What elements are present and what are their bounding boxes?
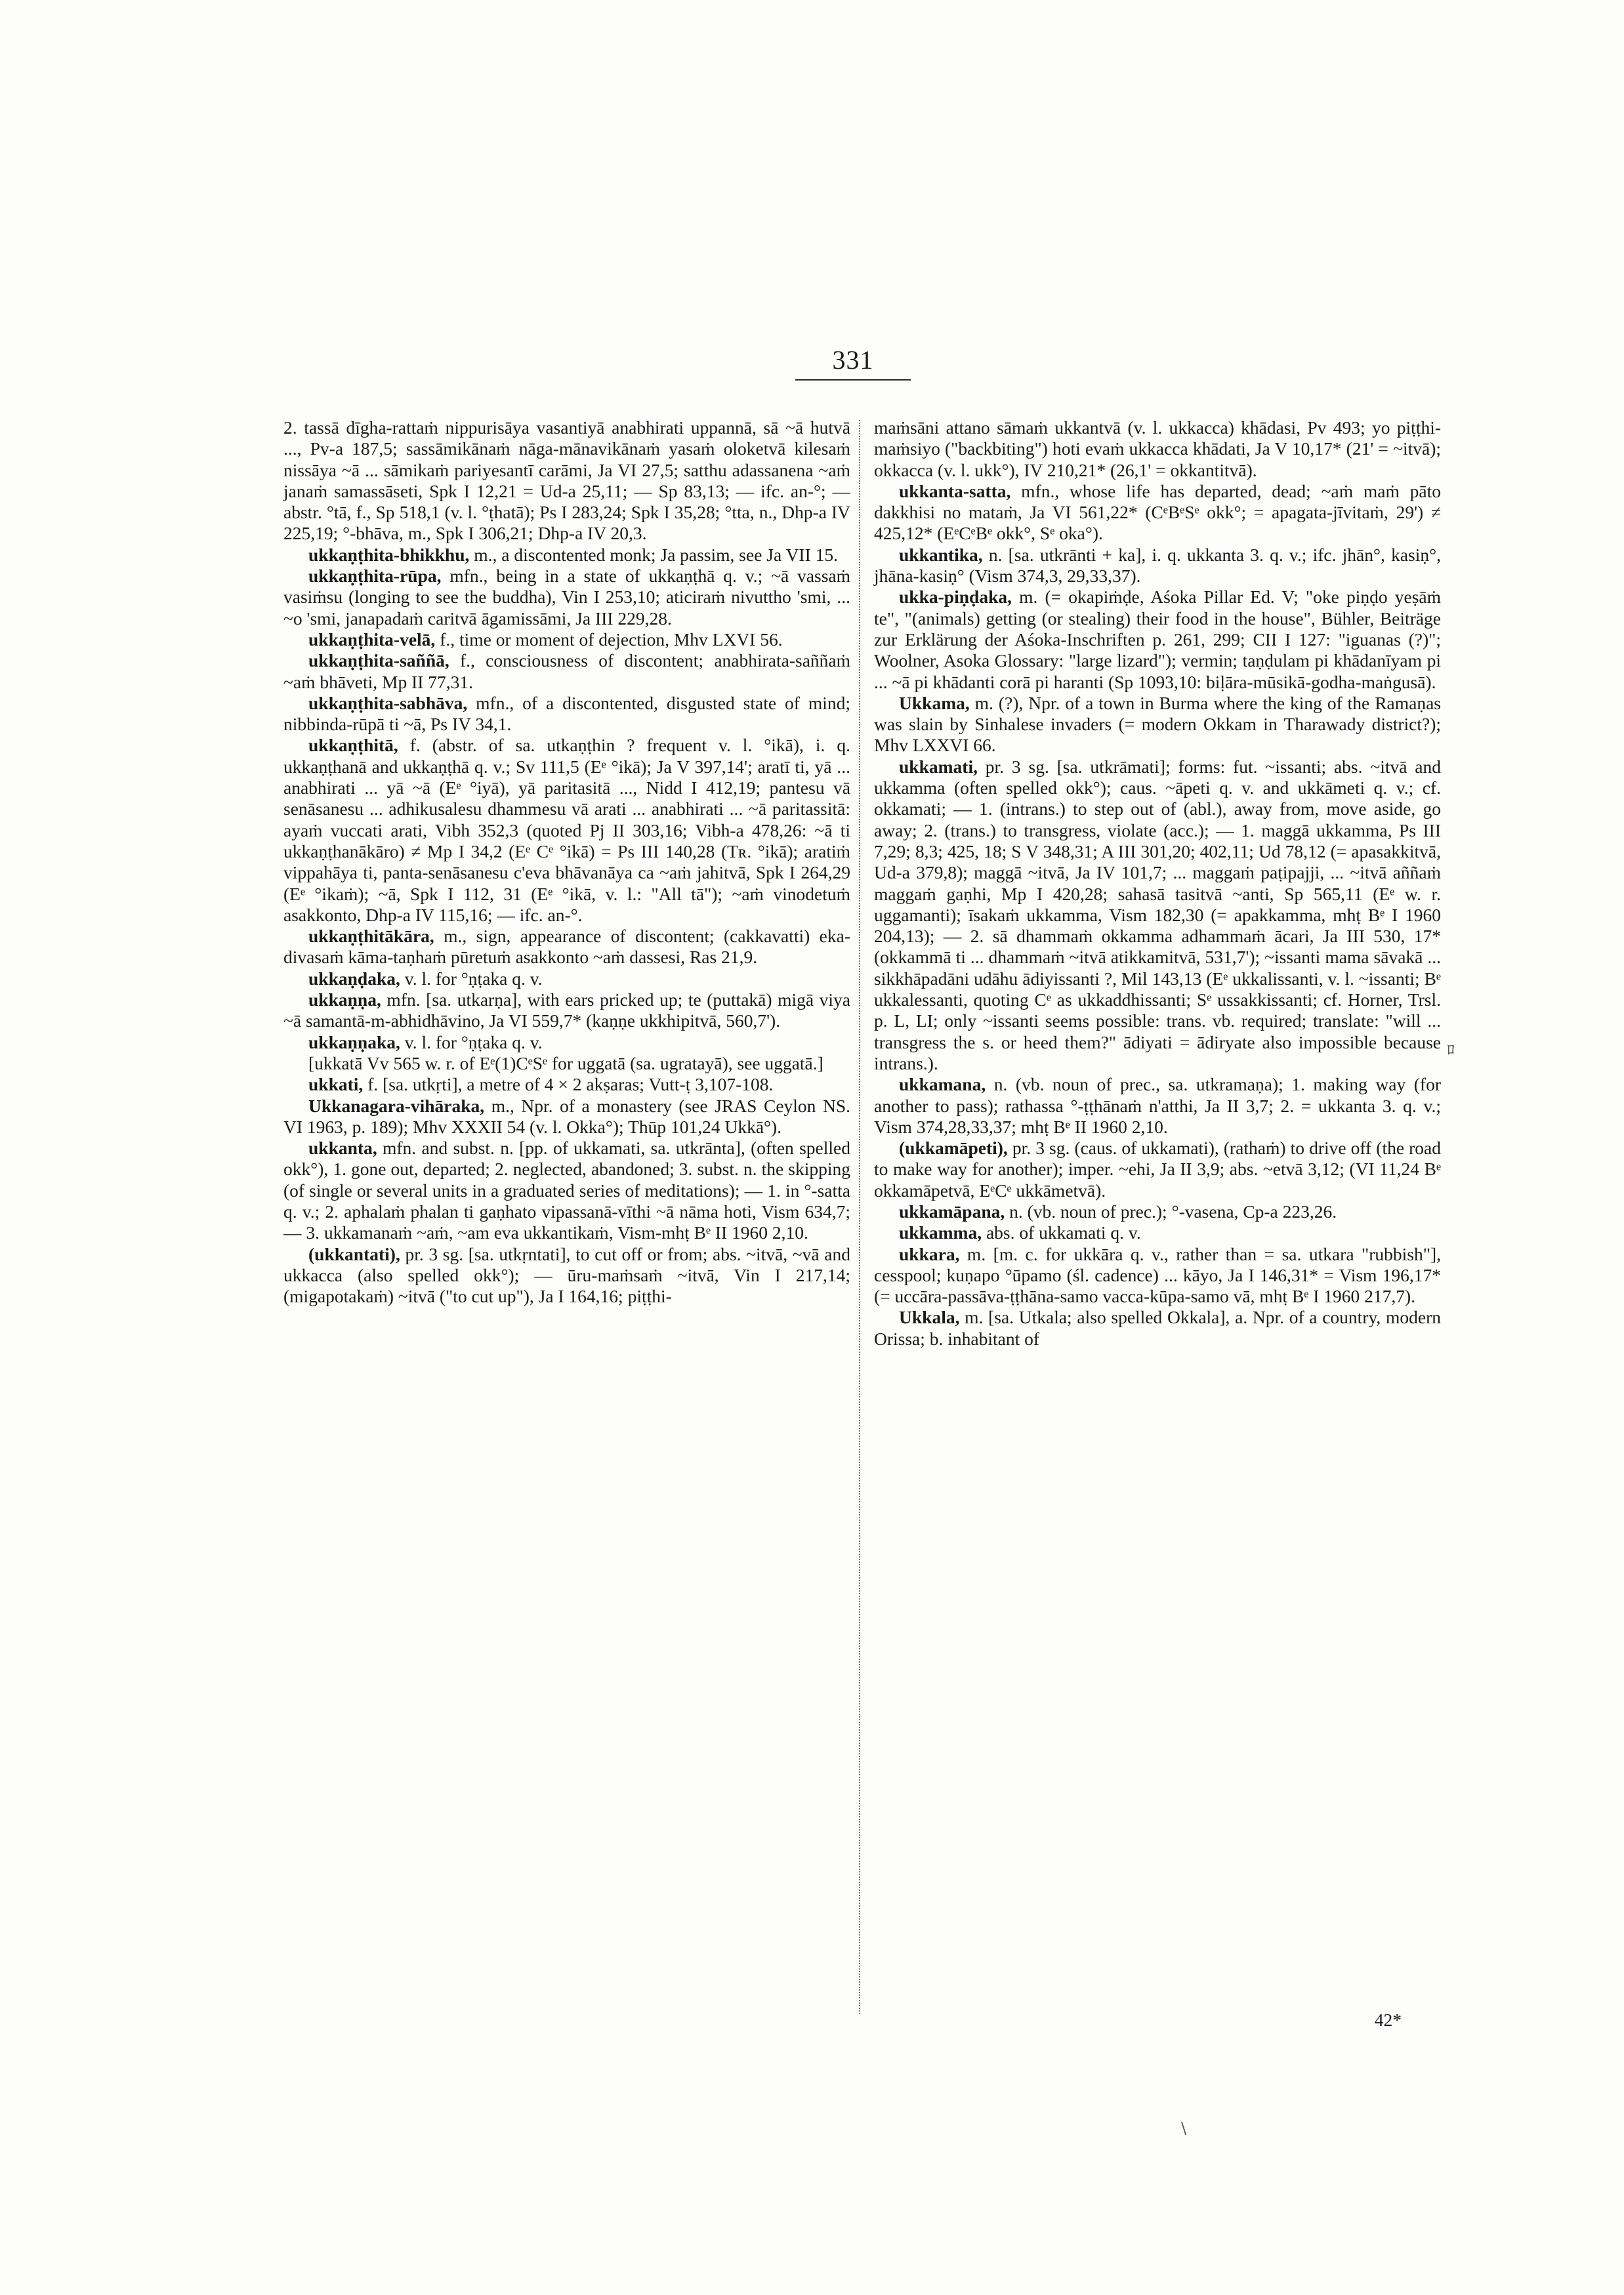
- dictionary-entry: [283, 545, 850, 566]
- entry-text: 2. tassā dīgha-rattaṁ nippurisāya vasantiyā anabhirati uppannā, sā ~ā hutvā ..., Pv-a 187,5; sassāmikānaṁ nāga-mānavikānaṁ yasaṁ oloketvā kilesaṁ nissāya ~ā ... sāmikaṁ pariyesantī carāmi, Ja VI 27,5; satthu adassanena ~aṁ janaṁ samassāseti, Spk I 12,21 = Ud-a 25,11; — Sp 83,13; — ifc. an-°; — abstr. °tā, f., Sp 518,1 (v. l. °ṭhatā); Ps I 283,24; Spk I 35,28; °tta, n., Dhp-a IV 225,19; °-bhāva, m., Spk I 306,21; Dhp-a IV 20,3.: [283, 417, 850, 544]
- dictionary-entry: [874, 1307, 1441, 1350]
- entry-headword: ukkaṇḍaka,: [308, 968, 400, 989]
- dictionary-entry: [283, 1074, 850, 1095]
- entry-headword: ukkaṇṇaka,: [308, 1031, 400, 1052]
- dictionary-entry: [283, 1053, 850, 1074]
- margin-speck: ﾛ: [1447, 1041, 1455, 1059]
- entry-headword: ukkara,: [899, 1243, 960, 1264]
- dictionary-entry: [874, 545, 1441, 587]
- entry-headword: Ukkala,: [899, 1307, 960, 1328]
- entry-text: mfn. [sa. utkarṇa], with ears pricked up; te (puttakā) migā viya ~ā samantā-m-abhidhāvino, Ja VI 559,7* (kaṇṇe ukkhipitvā, 560,7').: [283, 989, 850, 1031]
- entry-headword: ukka-piṇḍaka,: [899, 587, 1012, 608]
- entry-text: f. [sa. utkṛti], a metre of 4 × 2 akṣaras; Vutt-ṭ 3,107-108.: [363, 1074, 774, 1095]
- entry-text: m. (?), Npr. of a town in Burma where the king of the Ramaṇas was slain by Sinhalese invaders (= modern Okkam in Tharawady district?); Mhv LXXVI 66.: [874, 692, 1441, 756]
- entry-headword: ukkati,: [308, 1074, 364, 1095]
- dictionary-entry: [283, 1244, 850, 1308]
- entry-text: m., Npr. of a monastery (see JRAS Ceylon NS. VI 1963, p. 189); Mhv XXXII 54 (v. l. Okka°); Thūp 101,24 Ukkā°).: [283, 1095, 850, 1137]
- page-number: 331: [832, 345, 874, 375]
- dictionary-entry: [874, 1138, 1441, 1201]
- dictionary-entry: [283, 1138, 850, 1243]
- entry-headword: ukkaṇṭhita-saññā,: [308, 650, 449, 671]
- entry-headword: ukkaṇṭhita-sabhāva,: [308, 692, 468, 713]
- entry-headword: ukkaṇṇa,: [308, 989, 381, 1010]
- dictionary-entry: [874, 756, 1441, 1074]
- entry-text: v. l. for °ṇṭaka q. v.: [400, 1031, 543, 1052]
- dictionary-entry: [874, 1222, 1441, 1243]
- entry-headword: ukkamāpana,: [899, 1201, 1005, 1222]
- entry-text: mfn., whose life has departed, dead; ~aṁ maṁ pāto dakkhisi no mataṁ, Ja VI 561,22* (CᵉBᵉSᵉ okk°; = apagata-jīvitaṁ, 29') ≠ 425,12* (EᵉCᵉBᵉ okk°, Sᵉ oka°).: [874, 480, 1441, 544]
- dictionary-entry: [283, 989, 850, 1032]
- entry-text: m., a discontented monk; Ja passim, see Ja VII 15.: [469, 544, 838, 565]
- dictionary-entry: [874, 1201, 1441, 1222]
- entry-text: f., consciousness of discontent; anabhirata-saññaṁ ~aṁ bhāveti, Mp II 77,31.: [283, 650, 850, 692]
- entry-headword: ukkantika,: [899, 544, 983, 565]
- entry-text: m. [m. c. for ukkāra q. v., rather than = sa. utkara "rubbish"], cesspool; kuṇapo °ūpamo (śl. cadence) ... kāyo, Ja I 146,31* = Vism 196,17* (= uccāra-passāva-ṭṭhāna-samo vacca-kūpa-samo vā, mhṭ Bᵉ I 1960 217,7).: [874, 1243, 1441, 1307]
- entry-headword: ukkanta-satta,: [899, 480, 1011, 501]
- entry-text: n. [sa. utkrānti + ka], i. q. ukkanta 3. q. v.; ifc. jhān°, kasiṇ°, jhāna-kasiṇ° (Vism 374,3, 29,33,37).: [874, 544, 1441, 587]
- entry-text: maṁsāni attano sāmaṁ ukkantvā (v. l. ukkacca) khādasi, Pv 493; yo piṭṭhi-maṁsiyo ("backbiting") hoti evaṁ ukkacca khādati, Ja V 10,17* (21' = ~itvā); okkacca (v. l. ukk°), IV 210,21* (26,1' = okkantitvā).: [874, 417, 1441, 480]
- entry-text: m., sign, appearance of discontent; (cakkavatti) eka-divasaṁ kāma-taṇhaṁ pūretuṁ asakkonto ~aṁ dassesi, Ras 21,9.: [283, 926, 850, 968]
- dictionary-entry: [283, 1032, 850, 1053]
- dictionary-entry: [874, 1244, 1441, 1308]
- signature-mark: 42*: [1374, 2010, 1402, 2030]
- entry-text: [ukkatā Vv 565 w. r. of Eᵉ(1)CᵉSᵉ for uggatā (sa. ugratayā), see uggatā.]: [308, 1052, 823, 1073]
- margin-speck: \: [1181, 2119, 1187, 2138]
- entry-text: m. (= okapiṁḍe, Aśoka Pillar Ed. V; "oke piṇḍo yeṣāṁ te", "(animals) getting (or stealing) their food in the house", Bühler, Beiträge zur Erklärung der Aśoka-Inschriften p. 261, 299; CII I 127: "iguanas (?)"; Woolner, Asoka Glossary: "large lizard"); vermin; taṇḍulam pi khādanīyam pi ... ~ā pi khādanti corā pi haranti (Sp 1093,10: biḷāra-mūsikā-godha-maṅgusā).: [874, 587, 1441, 692]
- entry-headword: Ukkanagara-vihāraka,: [308, 1095, 485, 1116]
- dictionary-entry: [874, 481, 1441, 545]
- entry-text: pr. 3 sg. [sa. utkrāmati]; forms: fut. ~issanti; abs. ~itvā and ukkamma (often spelled okk°); caus. ~āpeti q. v. and ukkāmeti q. v.; cf. okkamati; — 1. (intrans.) to step out of (abl.), away from, move aside, go away; 2. (trans.) to transgress, violate (acc.); — 1. maggā ukkamma, Ps III 7,29; 8,3; 425, 18; S V 348,31; A III 301,20; 402,11; Ud 78,12 (= apasakkitvā, Ud-a 379,8); maggā ~itvā, Ja IV 101,7; ... maggaṁ paṭipajji, ... ~itvā aññaṁ maggaṁ gaṇhi, Mp I 420,28; sahasā tasitvā ~anti, Sp 565,11 (Eᵉ w. r. uggamanti); īsakaṁ ukkamma, Vism 182,30 (= apakkamma, mhṭ Bᵉ I 1960 204,13); — 2. sā dhammaṁ okkamma adhammaṁ ācari, Ja III 530, 17* (okkammā ti ... dhammaṁ ~itvā atikkamitvā, 531,7'); ~issanti mama sāvakā ... sikkhāpadāni udāhu ādiyissanti ?, Mil 143,13 (Eᵉ ukkalissanti, v. l. ~issanti; Bᵉ ukkalessanti, quoting Cᵉ as ukkaddhissanti; Sᵉ ussakkissanti; cf. Horner, Trsl. p. L, LI; only ~issanti seems possible: trans. vb. required; translate: "will ... transgress the s. or heed them?" ādiyati = ādiryate also impossible because intrans.).: [874, 756, 1441, 1073]
- entry-text: v. l. for °ṇṭaka q. v.: [400, 968, 543, 989]
- left-column: [283, 417, 850, 1307]
- entry-text: n. (vb. noun of prec., sa. utkramaṇa); 1. making way (for another to pass); rathassa °-ṭṭhānaṁ n'atthi, Ja II 3,7; 2. = ukkanta 3. q. v.; Vism 374,28,33,37; mhṭ Bᵉ II 1960 2,10.: [874, 1074, 1441, 1137]
- entry-text: f. (abstr. of sa. utkaṇṭhin ? frequent v. l. °ikā), i. q. ukkaṇṭhanā and ukkaṇṭhā q. v.; Sv 111,5 (Eᵉ °ikā); Ja V 397,14'; aratī ti, yā ... anabhirati ... yā ~ā (Eᵉ °iyā), yā paritasitā ..., Nidd I 412,19; pantesu vā senāsanesu ... adhikusalesu dhammesu vā arati ... anabhirati ... ~ā paritassitā: ayaṁ vuccati arati, Vibh 352,3 (quoted Pj II 303,16; Vibh-a 478,26: ~ā ti ukkaṇṭhanākāro) ≠ Mp I 34,2 (Eᵉ Cᵉ °ikā) = Ps III 140,28 (Tʀ. °ikā); aratiṁ vippahāya ti, panta-senāsanesu c'eva bhāvanāya ca ~aṁ jahitvā, Spk I 264,29 (Eᵉ °ikaṁ); ~ā, Spk I 112, 31 (Eᵉ °ikā, v. l.: "All tā"); ~aṁ vinodetuṁ asakkonto, Dhp-a IV 115,16; — ifc. an-°.: [283, 735, 850, 925]
- entry-headword: (ukkamāpeti),: [899, 1138, 1008, 1159]
- entry-text: mfn., of a discontented, disgusted state of mind; nibbinda-rūpā ti ~ā, Ps IV 34,1.: [283, 692, 850, 735]
- dictionary-entry: [283, 650, 850, 693]
- dictionary-entry: [874, 693, 1441, 756]
- entry-headword: ukkamma,: [899, 1222, 982, 1243]
- dictionary-entry: [283, 629, 850, 650]
- entry-text: mfn., being in a state of ukkaṇṭhā q. v.; ~ā vassaṁ vasiṁsu (longing to see the buddha), Vin I 253,10; aticiraṁ nivuttho 'smi, ... ~o 'smi, janapadaṁ caritvā āgamissāmi, Ja III 229,28.: [283, 566, 850, 629]
- entry-text: mfn. and subst. n. [pp. of ukkamati, sa. utkrānta], (often spelled okk°), 1. gone out, departed; 2. neglected, abandoned; 3. subst. n. the skipping (of single or several units in a graduated series of meditations); — 1. in °-satta q. v.; 2. aphalaṁ phalan ti gaṇhato vipassanā-vīthi ~ā nāma hoti, Vism 634,7; — 3. ukkamanaṁ ~aṁ, ~am eva ukkantikaṁ, Vism-mhṭ Bᵉ II 1960 2,10.: [283, 1138, 850, 1243]
- continued-entry: [283, 417, 850, 545]
- entry-headword: ukkaṇṭhitākāra,: [308, 926, 434, 947]
- dictionary-entry: [874, 1074, 1441, 1138]
- continued-entry: [874, 417, 1441, 481]
- entry-headword: ukkamati,: [899, 756, 978, 777]
- entry-headword: ukkaṇṭhita-bhikkhu,: [308, 544, 470, 565]
- column-divider: [859, 420, 860, 2014]
- entry-text: abs. of ukkamati q. v.: [982, 1222, 1141, 1243]
- entry-text: m. [sa. Utkala; also spelled Okkala], a. Npr. of a country, modern Orissa; b. inhabitant of: [874, 1307, 1441, 1349]
- entry-text: f., time or moment of dejection, Mhv LXVI 56.: [435, 629, 783, 650]
- dictionary-entry: [283, 926, 850, 968]
- dictionary-entry: [874, 587, 1441, 692]
- dictionary-entry: [283, 968, 850, 989]
- dictionary-entry: [283, 1096, 850, 1138]
- right-column: [874, 417, 1441, 1350]
- dictionary-entry: [283, 693, 850, 735]
- entry-headword: ukkanta,: [308, 1138, 377, 1159]
- entry-headword: ukkaṇṭhitā,: [308, 735, 398, 756]
- entry-headword: Ukkama,: [899, 692, 970, 713]
- entry-text: pr. 3 sg. [sa. utkṛntati], to cut off or from; abs. ~itvā, ~vā and ukkacca (also spelled okk°); — ūru-maṁsaṁ ~itvā, Vin I 217,14; (migapotakaṁ) ~itvā ("to cut up"), Ja I 164,16; piṭṭhi-: [283, 1243, 850, 1307]
- entry-headword: (ukkantati),: [308, 1243, 400, 1264]
- entry-headword: ukkamana,: [899, 1074, 986, 1095]
- page-number-rule: [795, 379, 911, 381]
- dictionary-entry: [283, 566, 850, 629]
- entry-text: n. (vb. noun of prec.); °-vasena, Cp-a 223,26.: [1005, 1201, 1337, 1222]
- dictionary-entry: [283, 735, 850, 926]
- entry-text: pr. 3 sg. (caus. of ukkamati), (rathaṁ) to drive off (the road to make way for another); imper. ~ehi, Ja II 3,9; abs. ~etvā 3,12; (VI 11,24 Bᵉ okkamāpetvā, EᵉCᵉ ukkāmetvā).: [874, 1138, 1441, 1201]
- entry-headword: ukkaṇṭhita-velā,: [308, 629, 436, 650]
- entry-headword: ukkaṇṭhita-rūpa,: [308, 566, 442, 587]
